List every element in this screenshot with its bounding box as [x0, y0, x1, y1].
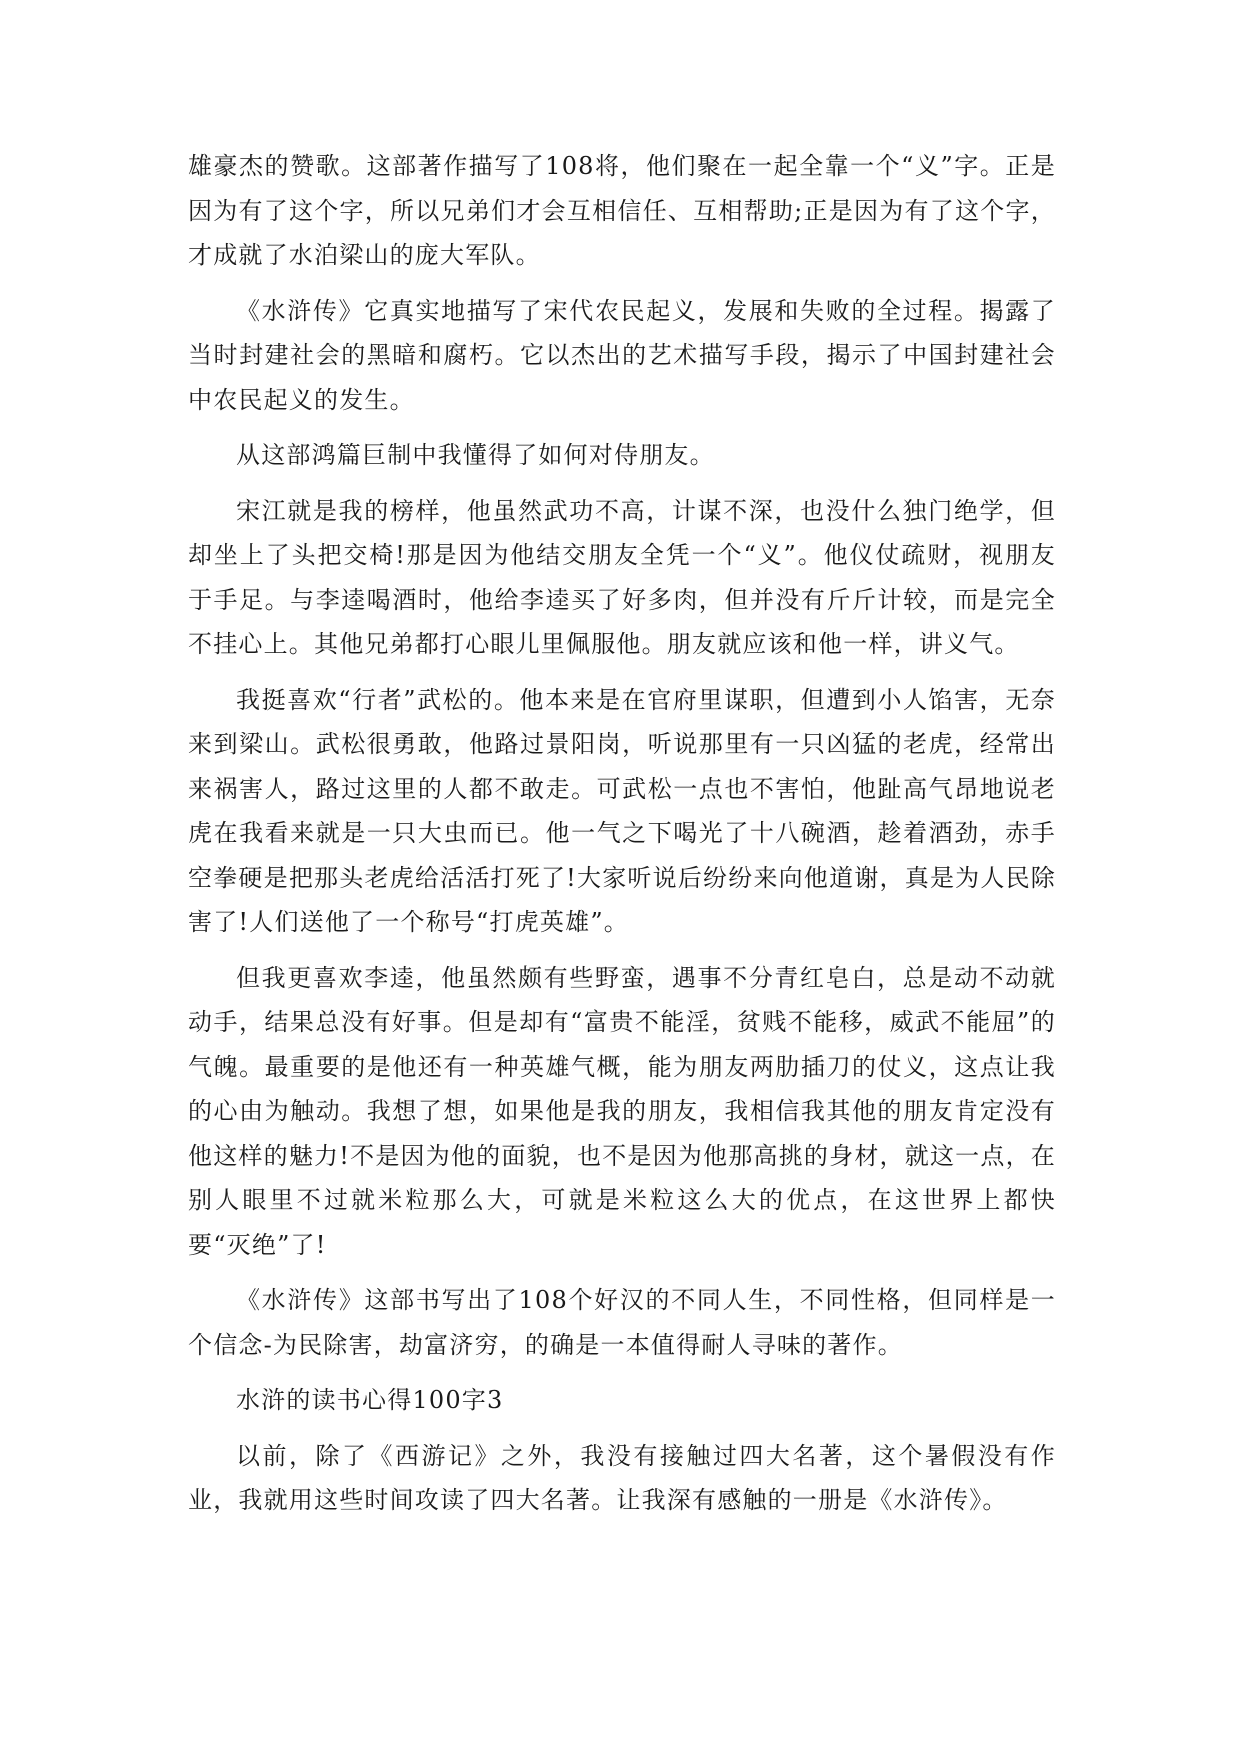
paragraph: 从这部鸿篇巨制中我懂得了如何对侍朋友。 — [236, 441, 715, 469]
section-heading: 水浒的读书心得100字3 — [236, 1386, 504, 1414]
document-body — [188, 144, 1056, 1534]
paragraph-continued: 雄豪杰的赞歌。这部著作描写了108将，他们聚在一起全靠一个“义”字。正是因为有了这个字，所以兄弟们才会互相信任、互相帮助;正是因为有了这个字，才成就了水泊梁山的庞大军队。 — [188, 152, 1056, 269]
paragraph: 我挺喜欢“行者”武松的。他本来是在官府里谋职，但遭到小人馅害，无奈来到梁山。武松很勇敢，他路过景阳岗，听说那里有一只凶猛的老虎，经常出来祸害人，路过这里的人都不敢走。可武松一点也不害怕，他趾高气昂地说老虎在我看来就是一只大虫而已。他一气之下喝光了十八碗酒，趁着酒劲，赤手空拳硬是把那头老虎给活活打死了!大家听说后纷纷来向他道谢，真是为人民除害了!人们送他了一个称号“打虎英雄”。 — [188, 685, 1056, 936]
paragraph: 《水浒传》这部书写出了108个好汉的不同人生，不同性格，但同样是一个信念-为民除害，劫富济穷，的确是一本值得耐人寻味的著作。 — [188, 1286, 1056, 1359]
paragraph: 宋江就是我的榜样，他虽然武功不高，计谋不深，也没什么独门绝学，但却坐上了头把交椅!那是因为他结交朋友全凭一个“义”。他仪仗疏财，视朋友于手足。与李逵喝酒时，他给李逵买了好多肉，但并没有斤斤计较，而是完全不挂心上。其他兄弟都打心眼儿里佩服他。朋友就应该和他一样，讲义气。 — [188, 496, 1056, 658]
paragraph: 以前，除了《西游记》之外，我没有接触过四大名著，这个暑假没有作业，我就用这些时间攻读了四大名著。让我深有感触的一册是《水浒传》。 — [188, 1441, 1056, 1514]
paragraph: 但我更喜欢李逵，他虽然颇有些野蛮，遇事不分青红皂白，总是动不动就动手，结果总没有好事。但是却有“富贵不能淫，贫贱不能移，威武不能屈”的气魄。最重要的是他还有一种英雄气概，能为朋友两肋插刀的仗义，这点让我的心由为触动。我想了想，如果他是我的朋友，我相信我其他的朋友肯定没有他这样的魅力!不是因为他的面貌，也不是因为他那高挑的身材，就这一点，在别人眼里不过就米粒那么大，可就是米粒这么大的优点，在这世界上都快要“灭绝”了! — [188, 963, 1056, 1259]
paragraph: 《水浒传》它真实地描写了宋代农民起义，发展和失败的全过程。揭露了当时封建社会的黑暗和腐朽。它以杰出的艺术描写手段，揭示了中国封建社会中农民起义的发生。 — [188, 296, 1056, 414]
